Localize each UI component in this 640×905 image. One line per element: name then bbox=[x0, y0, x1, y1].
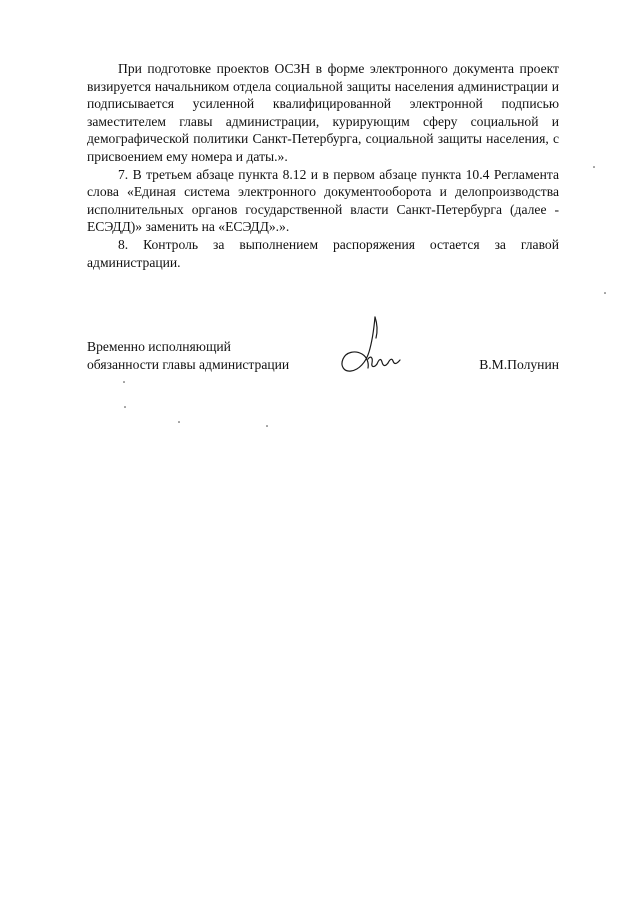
signatory-name: В.М.Полунин bbox=[479, 356, 559, 372]
signatory-position-line-2: обязанности главы администрации bbox=[87, 356, 290, 372]
paragraph-item-7: 7. В третьем абзаце пункта 8.12 и в первом абзаце пункта 10.4 Регламента слова «Единая система электронного документооборота и делопроизводства исполнительных органов государственной власти Санкт-Петербурга (далее - ЕСЭДД)» заменить на «ЕСЭДД».». bbox=[87, 166, 559, 235]
scan-speck bbox=[266, 425, 268, 427]
scan-speck bbox=[123, 381, 125, 383]
signature-block bbox=[87, 338, 559, 378]
handwritten-signature-icon bbox=[335, 314, 405, 376]
paragraph-item-8: 8. Контроль за выполнением распоряжения остается за главой администрации. bbox=[87, 236, 559, 270]
scan-speck bbox=[178, 421, 180, 423]
document-body bbox=[87, 60, 559, 271]
scan-speck bbox=[604, 292, 606, 294]
signatory-position-line-1: Временно исполняющий bbox=[87, 339, 231, 354]
paragraph-osz-approval: При подготовке проектов ОСЗН в форме электронного документа проект визируется начальником отдела социальной защиты населения администрации и подписывается усиленной квалифицированной электронной подписью заместителем главы администрации, курирующим сферу социальной и демографической политики Санкт-Петербурга, социальной защиты населения, с присвоением ему номера и даты.». bbox=[87, 61, 559, 164]
scan-speck bbox=[124, 406, 126, 408]
scan-speck bbox=[593, 166, 595, 168]
signatory-position bbox=[87, 338, 327, 373]
